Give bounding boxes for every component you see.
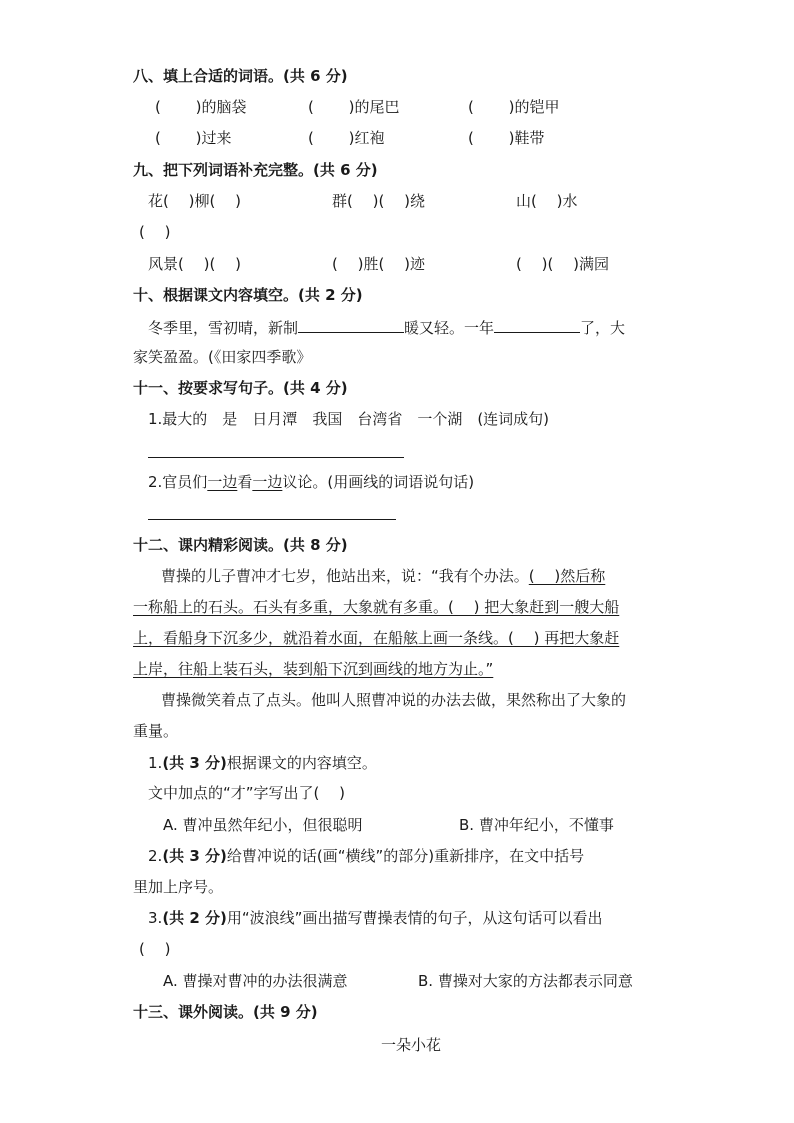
idiom-item: ( )胜( )迹 bbox=[332, 255, 425, 273]
answer-line[interactable] bbox=[148, 457, 404, 458]
reading-question-1-sub: 文中加点的“才”字写出了( ) bbox=[148, 784, 346, 802]
reading-question-3-cont: ( ) bbox=[139, 940, 171, 958]
idiom-item: 群( )( )绕 bbox=[332, 192, 425, 210]
option-b[interactable]: B. 曹冲年纪小，不懂事 bbox=[459, 816, 614, 834]
reading-question-2: 2.(共 3 分)给曹冲说的话(画“横线”的部分)重新排序，在文中括号 bbox=[148, 847, 585, 865]
passage-line: 一称船上的石头。石头有多重，大象就有多重。( ) 把大象赶到一艘大船 bbox=[133, 598, 620, 616]
reading-question-2-cont: 里加上序号。 bbox=[133, 878, 224, 896]
reading-question-3: 3.(共 2 分)用“波浪线”画出描写曹操表情的句子，从这句话可以看出 bbox=[148, 909, 603, 927]
idiom-item: 风景( )( ) bbox=[148, 255, 241, 273]
fill-item: ( )过来 bbox=[155, 129, 232, 147]
section-12-heading: 十二、课内精彩阅读。(共 8 分) bbox=[133, 536, 348, 554]
idiom-item: 山( )水 bbox=[516, 192, 578, 210]
passage-line: 上岸，往船上装石头，装到船下沉到画线的地方为止。” bbox=[133, 660, 494, 678]
fill-item: ( )红袍 bbox=[308, 129, 385, 147]
question-2: 2.官员们一边看一边议论。(用画线的词语说句话) bbox=[148, 473, 475, 491]
passage-line: 曹操微笑着点了点头。他叫人照曹冲说的办法去做，果然称出了大象的 bbox=[161, 691, 627, 709]
section-11-heading: 十一、按要求写句子。(共 4 分) bbox=[133, 379, 348, 397]
passage-title: 一朵小花 bbox=[381, 1036, 442, 1054]
passage-line: 曹操的儿子曹冲才七岁，他站出来，说：“我有个办法。( )然后称 bbox=[161, 567, 606, 585]
fill-item: ( )的尾巴 bbox=[308, 98, 400, 116]
idiom-item: ( ) bbox=[139, 223, 171, 241]
answer-line[interactable] bbox=[148, 519, 396, 520]
passage-line: 上，看船身下沉多少，就沿着水面，在船舷上画一条线。( ) 再把大象赶 bbox=[133, 629, 620, 647]
section-8-heading: 八、填上合适的词语。(共 6 分) bbox=[133, 67, 348, 85]
option-a[interactable]: A. 曹冲虽然年纪小，但很聪明 bbox=[163, 816, 363, 834]
underlined-word: 一边 bbox=[252, 473, 283, 491]
option-a[interactable]: A. 曹操对曹冲的办法很满意 bbox=[163, 972, 348, 990]
section-13-heading: 十三、课外阅读。(共 9 分) bbox=[133, 1003, 318, 1021]
fill-item: ( )鞋带 bbox=[468, 129, 545, 147]
reading-question-1: 1.(共 3 分)根据课文的内容填空。 bbox=[148, 754, 377, 772]
option-b[interactable]: B. 曹操对大家的方法都表示同意 bbox=[418, 972, 633, 990]
idiom-item: ( )( )满园 bbox=[516, 255, 609, 273]
fill-item: ( )的脑袋 bbox=[155, 98, 247, 116]
fill-sentence-cont: 家笑盈盈。(《田家四季歌》 bbox=[133, 348, 312, 366]
idiom-item: 花( )柳( ) bbox=[148, 192, 241, 210]
fill-sentence: 冬季里，雪初晴，新制 暖又轻。一年 了，大 bbox=[148, 316, 625, 338]
section-9-heading: 九、把下列词语补充完整。(共 6 分) bbox=[133, 161, 378, 179]
answer-blank[interactable] bbox=[494, 316, 580, 333]
fill-item: ( )的铠甲 bbox=[468, 98, 560, 116]
section-10-heading: 十、根据课文内容填空。(共 2 分) bbox=[133, 286, 363, 304]
passage-line: 重量。 bbox=[133, 722, 179, 740]
question-1: 1.最大的 是 日月潭 我国 台湾省 一个湖 (连词成句) bbox=[148, 410, 550, 428]
underlined-word: 一边 bbox=[207, 473, 238, 491]
answer-blank[interactable] bbox=[298, 316, 404, 333]
